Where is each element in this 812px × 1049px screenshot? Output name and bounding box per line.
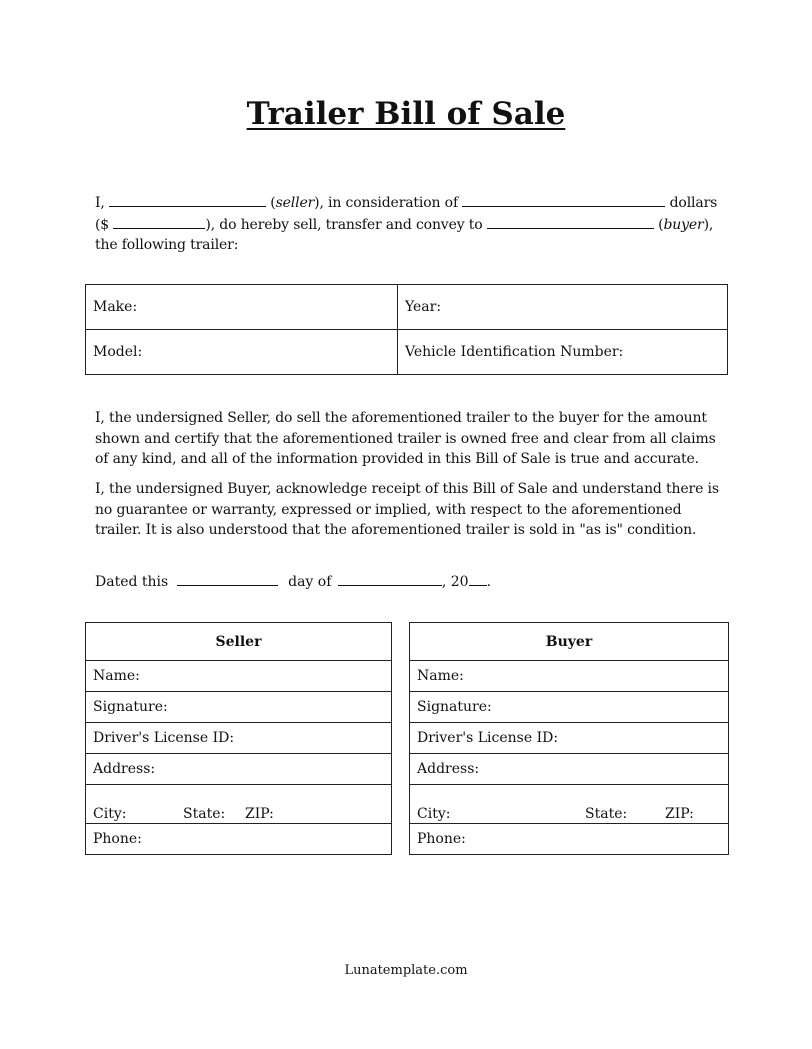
seller-phone-cell[interactable] [86,824,392,855]
buyer-zip-label: ZIP: [665,806,694,822]
buyer-city-label: City: [417,806,451,822]
intro-dollars: dollars [669,195,718,211]
buyer-phone-label: Phone: [417,831,466,847]
seller-address-label: Address: [93,761,156,777]
seller-license-cell[interactable] [86,723,392,754]
seller-city-label: City: [93,806,127,822]
dated-line [95,571,491,592]
seller-header: Seller [86,623,392,661]
buyer-license-label: Driver's License ID: [417,730,559,746]
seller-table [85,622,392,855]
buyer-address-label: Address: [417,761,480,777]
seller-zip-label: ZIP: [245,806,274,822]
seller-signature-cell[interactable] [86,692,392,723]
buyer-name-cell[interactable] [410,661,729,692]
vehicle-table [85,284,728,375]
year-cell[interactable] [398,285,728,330]
seller-statement: I, the undersigned Seller, do sell the aforementioned trailer to the buyer for the amount shown and certify that the aforementioned trailer is owned free and clear from all claims of any kind, and all of the information provided in this Bill of Sale is true and accurate. [95,410,716,467]
buyer-table [409,622,729,855]
year-label: Year: [405,299,442,315]
seller-address-cell[interactable] [86,754,392,785]
intro-convey: ), do hereby sell, transfer and convey to [205,216,483,233]
buyer-address-cell[interactable] [410,754,729,785]
amount-blank[interactable] [113,214,205,229]
buyer-state-label: State: [585,806,628,822]
title-text: Trailer Bill of Sale [246,96,566,132]
seller-name-blank[interactable] [109,192,266,207]
buyer-statement: I, the undersigned Buyer, acknowledge receipt of this Bill of Sale and understand there is no guarantee or warranty, expressed or implied, with respect to the aforementioned trailer. It is also understood that the aforementioned trailer is sold in "as is" condition. [95,481,719,538]
buyer-signature-label: Signature: [417,699,492,715]
seller-city-cell[interactable] [86,785,392,824]
consideration-blank[interactable] [462,192,665,207]
dated-period: . [486,574,492,590]
seller-license-label: Driver's License ID: [93,730,235,746]
vin-cell[interactable] [398,330,728,375]
dated-this: Dated this [95,574,169,590]
document-title [0,94,812,134]
buyer-name-label: Name: [417,668,464,684]
buyer-header: Buyer [410,623,729,661]
make-cell[interactable] [86,285,398,330]
seller-name-cell[interactable] [86,661,392,692]
buyer-name-blank[interactable] [487,214,654,229]
model-cell[interactable] [86,330,398,375]
seller-phone-label: Phone: [93,831,142,847]
buyer-license-cell[interactable] [410,723,729,754]
intro-consideration: ), in consideration of [314,195,458,211]
intro-paragraph: I, (seller), in consideration of dollars ($ ), do hereby sell, transfer and convey to (buyer), the following trailer: [95,192,725,256]
make-label: Make: [93,299,138,315]
intro-close: ), [703,216,714,233]
vin-label: Vehicle Identification Number: [405,344,624,360]
intro-i: I, [95,195,105,211]
intro-following: the following trailer: [95,237,239,253]
buyer-label: buyer [663,216,704,233]
seller-label: seller [275,195,315,211]
buyer-city-cell[interactable] [410,785,729,824]
month-blank[interactable] [338,571,442,586]
day-of: day of [288,574,332,590]
year-prefix: , 20 [441,574,469,590]
seller-signature-label: Signature: [93,699,168,715]
buyer-phone-cell[interactable] [410,824,729,855]
seller-state-label: State: [183,806,226,822]
buyer-signature-cell[interactable] [410,692,729,723]
footer-site: Lunatemplate.com [344,963,468,978]
year-blank[interactable] [469,571,487,586]
day-blank[interactable] [177,571,278,586]
intro-dollar-open: ($ [95,216,110,233]
model-label: Model: [93,344,143,360]
seller-name-label: Name: [93,668,140,684]
